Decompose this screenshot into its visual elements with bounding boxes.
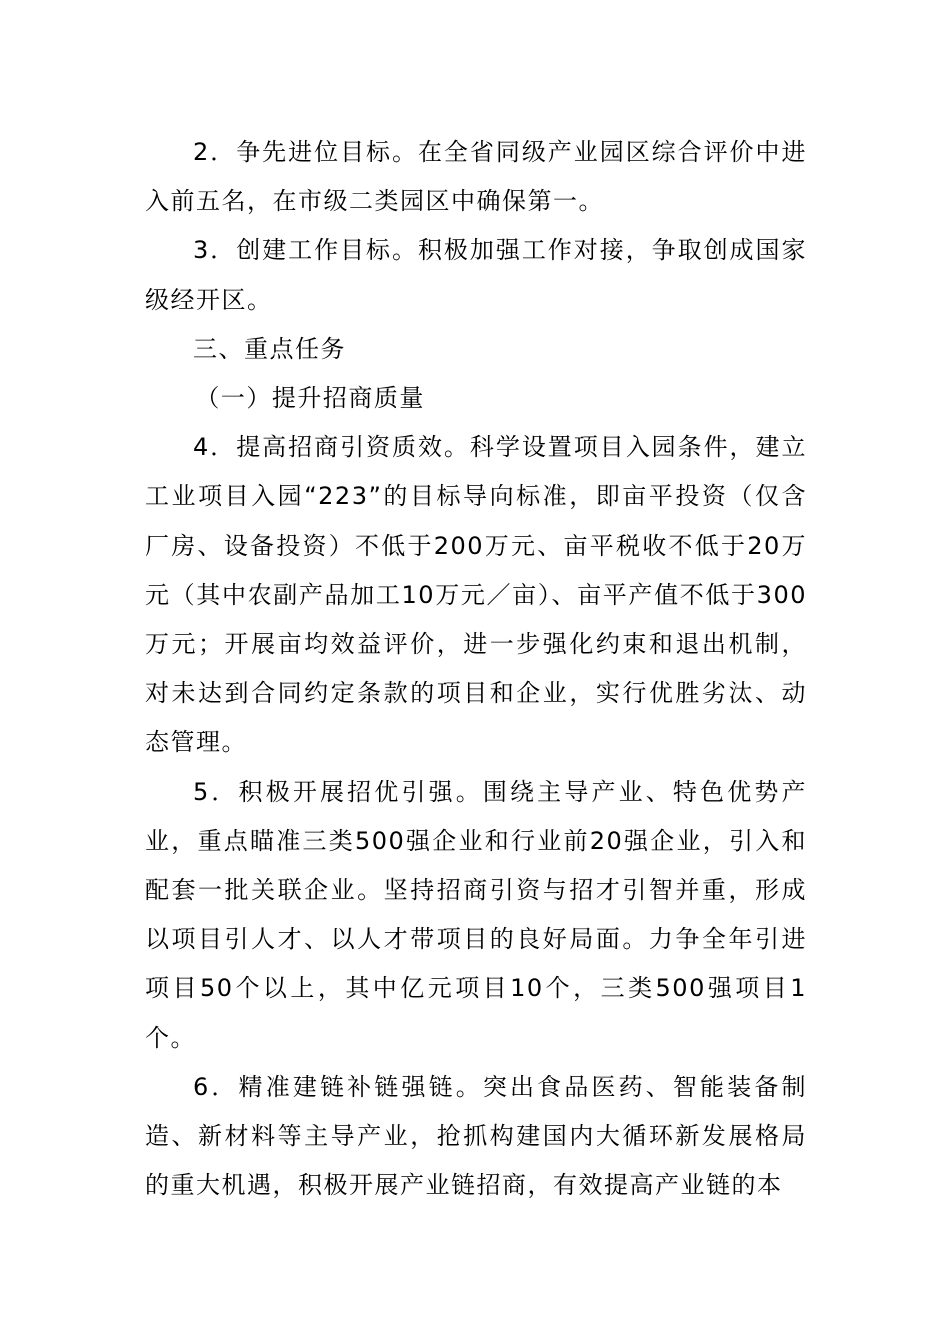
document-body [145, 128, 807, 1210]
subsection-heading-investment-quality: （一）提升招商质量 [195, 384, 425, 413]
paragraph-attract-strong-enterprises: 5．积极开展招优引强。围绕主导产业、特色优势产业，重点瞄准三类500强企业和行业前20强企业，引入和配套一批关联企业。坚持招商引资与招才引智并重，形成以项目引人才、以人才带项目的良好局面。力争全年引进项目50个以上，其中亿元项目10个，三类500强项目1个。 [145, 777, 807, 1052]
paragraph-industry-chain: 6．精准建链补链强链。突出食品医药、智能装备制造、新材料等主导产业，抢抓构建国内大循环新发展格局的重大机遇，积极开展产业链招商，有效提高产业链的本 [145, 1072, 807, 1200]
section-heading-key-tasks: 三、重点任务 [193, 334, 346, 363]
paragraph-investment-efficiency: 4．提高招商引资质效。科学设置项目入园条件，建立工业项目入园“223”的目标导向标准，即亩平投资（仅含厂房、设备投资）不低于200万元、亩平税收不低于20万元（其中农副产品加工10万元／亩）、亩平产值不低于300万元；开展亩均效益评价，进一步强化约束和退出机制，对未达到合同约定条款的项目和企业，实行优胜劣汰、动态管理。 [145, 433, 807, 757]
paragraph-target-creation: 3．创建工作目标。积极加强工作对接，争取创成国家级经开区。 [145, 236, 807, 314]
paragraph-target-ranking: 2．争先进位目标。在全省同级产业园区综合评价中进入前五名，在市级二类园区中确保第一。 [145, 138, 807, 216]
